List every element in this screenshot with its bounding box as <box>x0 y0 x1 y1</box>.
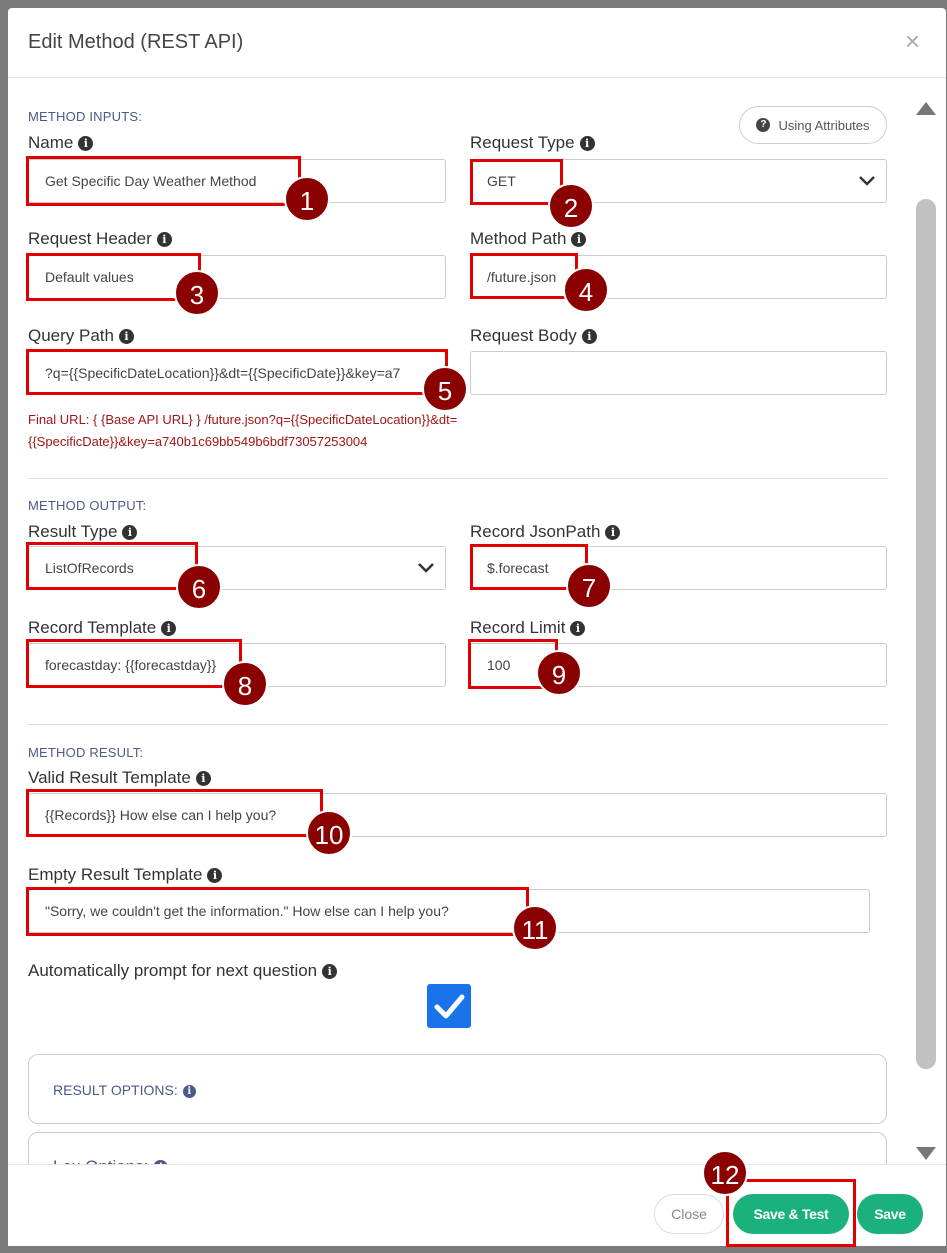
annotation-badge-9: 9 <box>536 650 582 696</box>
info-icon: i <box>157 232 172 247</box>
modal-footer <box>8 1160 946 1246</box>
divider <box>28 724 888 725</box>
annotation-badge-11: 11 <box>512 905 558 951</box>
info-icon: i <box>122 525 137 540</box>
divider <box>28 478 888 479</box>
result-options-title <box>53 1082 196 1098</box>
section-method-result: METHOD RESULT: <box>28 745 144 760</box>
method-path-label <box>470 229 586 249</box>
info-icon: i <box>78 136 93 151</box>
info-icon: i <box>570 621 585 636</box>
auto-prompt-checkbox[interactable] <box>427 984 471 1028</box>
valid-result-template-input[interactable]: {{Records}} How else can I help you? <box>28 793 887 837</box>
name-label <box>28 133 93 153</box>
result-type-select[interactable] <box>28 546 446 590</box>
annotation-badge-5: 5 <box>422 366 468 412</box>
request-header-label-text: Request Header <box>28 229 152 248</box>
record-jsonpath-input[interactable]: $.forecast <box>470 546 887 590</box>
info-icon: i <box>605 525 620 540</box>
result-type-label <box>28 522 137 542</box>
empty-result-template-label-text: Empty Result Template <box>28 865 203 884</box>
final-url-line-2: {{SpecificDate}}&key=a740b1c69bb549b6bdf73057253004 <box>28 434 368 449</box>
record-template-label-text: Record Template <box>28 618 157 637</box>
request-body-input[interactable] <box>470 351 887 395</box>
request-type-label-text: Request Type <box>470 133 575 152</box>
chevron-down-icon <box>417 559 435 577</box>
close-icon[interactable]: × <box>904 26 920 56</box>
name-label-text: Name <box>28 133 74 152</box>
request-header-input[interactable]: Default values <box>28 255 446 299</box>
result-type-value: ListOfRecords <box>45 560 134 576</box>
section-method-inputs: METHOD INPUTS: <box>28 109 143 124</box>
record-limit-label-text: Record Limit <box>470 618 566 637</box>
record-template-input[interactable]: forecastday: {{forecastday}} <box>28 643 446 687</box>
record-jsonpath-label <box>470 522 620 542</box>
method-path-input[interactable]: /future.json <box>470 255 887 299</box>
chevron-down-icon <box>858 172 876 190</box>
request-type-value: GET <box>487 173 516 189</box>
request-body-label-text: Request Body <box>470 326 577 345</box>
final-url-line-1: Final URL: { {Base API URL} } /future.json?q={{SpecificDateLocation}}&dt= <box>28 412 458 427</box>
checkmark-icon <box>427 984 471 1028</box>
annotation-badge-8: 8 <box>222 661 268 707</box>
annotation-badge-3: 3 <box>174 270 220 316</box>
info-icon: i <box>119 329 134 344</box>
request-type-label <box>470 133 595 153</box>
auto-prompt-label <box>28 961 337 981</box>
valid-result-template-label <box>28 768 211 788</box>
record-jsonpath-label-text: Record JsonPath <box>470 522 601 541</box>
valid-result-template-label-text: Valid Result Template <box>28 768 191 787</box>
edit-method-modal <box>8 8 946 1246</box>
section-method-output: METHOD OUTPUT: <box>28 498 147 513</box>
result-options-panel[interactable] <box>28 1054 887 1124</box>
using-attributes-label: Using Attributes <box>778 117 870 133</box>
query-path-label <box>28 326 134 346</box>
info-icon: i <box>196 771 211 786</box>
info-icon: i <box>161 621 176 636</box>
empty-result-template-label <box>28 865 222 885</box>
modal-header <box>8 8 946 78</box>
save-button[interactable]: Save <box>857 1194 923 1234</box>
modal-body <box>8 79 946 1164</box>
scrollbar-thumb[interactable] <box>916 199 936 1069</box>
record-limit-label <box>470 618 585 638</box>
annotation-badge-2: 2 <box>548 183 594 229</box>
empty-result-template-input[interactable]: "Sorry, we couldn't get the information." How else can I help you? <box>28 889 870 933</box>
method-path-label-text: Method Path <box>470 229 567 248</box>
record-limit-input[interactable]: 100 <box>470 643 887 687</box>
annotation-badge-1: 1 <box>284 176 330 222</box>
question-icon: ? <box>756 118 770 132</box>
info-icon: i <box>322 964 337 979</box>
scroll-down-icon[interactable] <box>915 1145 937 1163</box>
using-attributes-button[interactable] <box>739 106 887 144</box>
annotation-badge-12: 12 <box>702 1150 748 1196</box>
annotation-badge-6: 6 <box>176 564 222 610</box>
query-path-input[interactable]: ?q={{SpecificDateLocation}}&dt={{SpecificDate}}&key=a7 <box>28 351 446 395</box>
scroll-up-icon[interactable] <box>915 99 937 117</box>
close-button[interactable]: Close <box>654 1194 724 1234</box>
annotation-badge-7: 7 <box>566 563 612 609</box>
info-icon: i <box>183 1085 196 1098</box>
name-input[interactable]: Get Specific Day Weather Method <box>28 159 446 203</box>
result-options-title-text: RESULT OPTIONS: <box>53 1082 178 1098</box>
record-template-label <box>28 618 176 638</box>
annotation-badge-4: 4 <box>563 267 609 313</box>
request-type-select[interactable] <box>470 159 887 203</box>
annotation-badge-10: 10 <box>306 810 352 856</box>
auto-prompt-label-text: Automatically prompt for next question <box>28 961 318 980</box>
info-icon: i <box>571 232 586 247</box>
info-icon: i <box>580 136 595 151</box>
info-icon: i <box>582 329 597 344</box>
result-type-label-text: Result Type <box>28 522 118 541</box>
request-body-label <box>470 326 597 346</box>
final-url-preview <box>28 409 648 453</box>
modal-title: Edit Method (REST API) <box>28 31 244 53</box>
save-and-test-button[interactable]: Save & Test <box>733 1194 849 1234</box>
info-icon: i <box>207 868 222 883</box>
query-path-label-text: Query Path <box>28 326 114 345</box>
request-header-label <box>28 229 172 249</box>
